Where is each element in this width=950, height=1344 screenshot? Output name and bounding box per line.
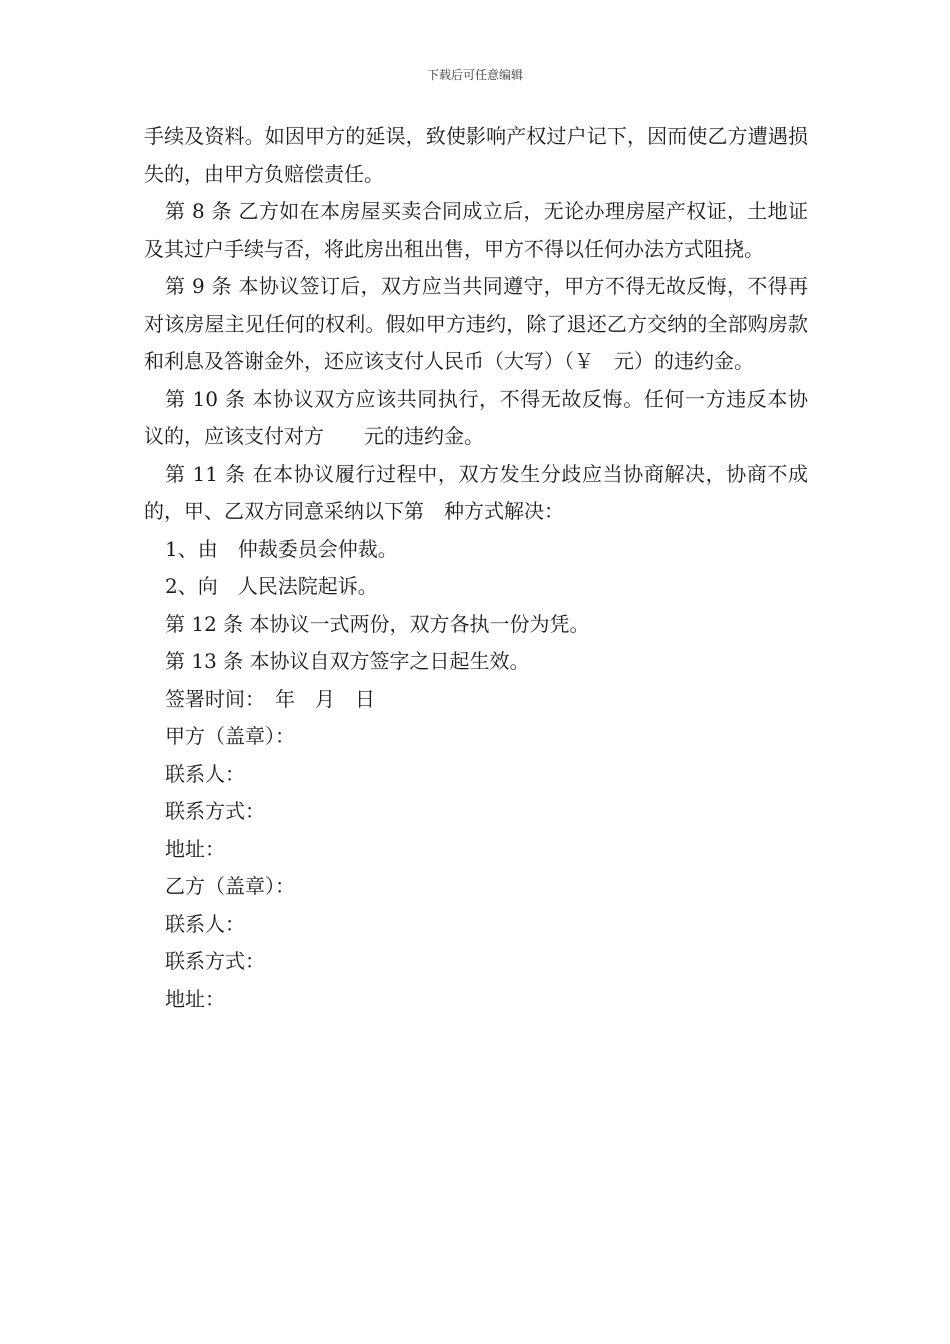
paragraph-article-11: 第 11 条 在本协议履行过程中，双方发生分歧应当协商解决，协商不成的，甲、乙双方同意采纳以下第 种方式解决： [144,461,808,523]
party-a-seal: 甲方（盖章）： [165,724,295,748]
option-court: 2、向 人民法院起诉。 [165,574,378,598]
page-header: 下载后可任意编辑 [426,68,523,82]
paragraph-continuation: 手续及资料。如因甲方的延误，致使影响产权过户记下，因而使乙方遭遇损失的，由甲方负赔偿责任。 [144,124,808,186]
article-12: 第 12 条 本协议一式两份，双方各执一份为凭。 [165,611,590,636]
party-b-contact-person: 联系人： [165,911,245,936]
party-a-contact-method: 联系方式： [165,799,265,823]
party-b-contact-method: 联系方式： [165,949,265,973]
paragraph-article-9: 第 9 条 本协议签订后，双方应当共同遵守，甲方不得无故反悔，不得再对该房屋主见任何的权利。假如甲方违约，除了退还乙方交纳的全部购房款和利息及答谢金外，还应该支付人民币（大写）（￥ 元）的违约金。 [144,274,808,373]
article-13: 第 13 条 本协议自双方签字之日起生效。 [165,649,530,673]
paragraph-article-10: 第 10 条 本协议双方应该共同执行，不得无故反悔。任何一方违反本协议的，应该支付对方 元的违约金。 [144,386,808,448]
party-b-address: 地址： [165,986,225,1011]
signing-date: 签署时间： 年 月 日 [165,686,375,711]
option-arbitration: 1、由 仲裁委员会仲裁。 [165,536,398,561]
party-a-contact-person: 联系人： [165,761,245,786]
document-body [144,118,808,1018]
paragraph-article-8: 第 8 条 乙方如在本房屋买卖合同成立后，无论办理房屋产权证，土地证及其过户手续与否，将此房出租出售，甲方不得以任何办法方式阻挠。 [144,199,808,261]
party-a-address: 地址： [165,836,225,861]
party-b-seal: 乙方（盖章）： [165,874,295,898]
